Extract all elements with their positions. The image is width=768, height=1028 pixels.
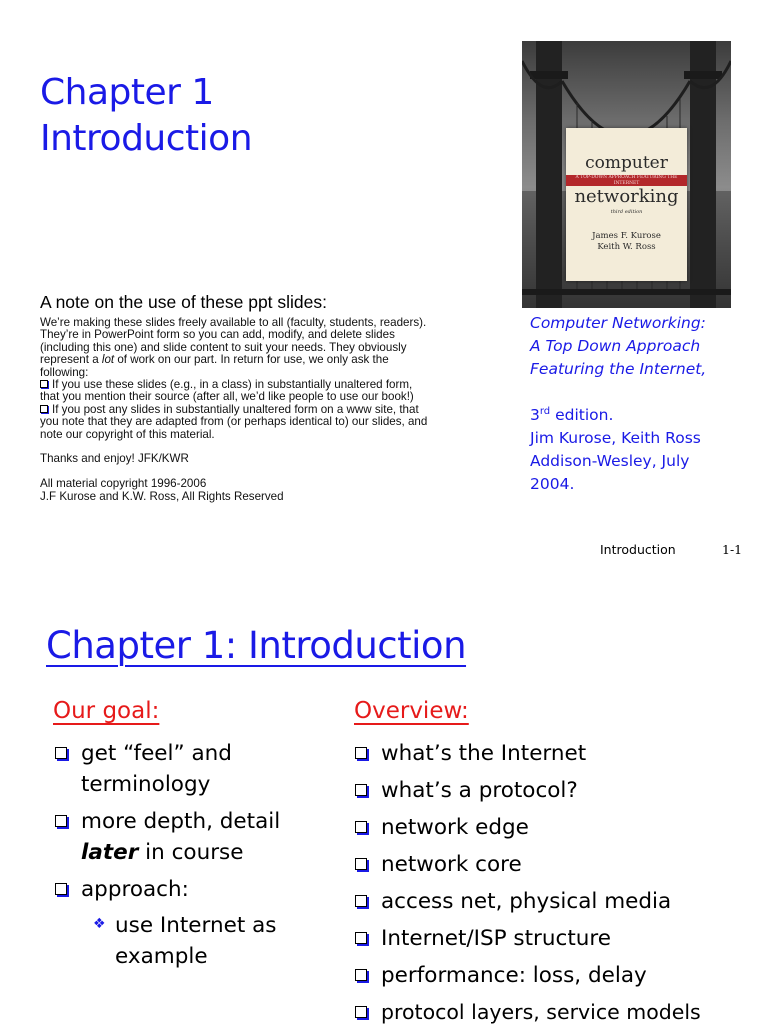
- note-text: If you use these slides (e.g., in a class) in substantially unaltered form,: [52, 378, 413, 392]
- caption-book-title-1: Computer Networking:: [530, 314, 706, 332]
- note-line: following:: [40, 365, 89, 379]
- goal-item-rest: in course: [138, 840, 244, 865]
- note-line: They’re in PowerPoint form so you can add, modify, and delete slides: [40, 328, 395, 342]
- square-bullet-icon: [355, 821, 367, 833]
- edition-number: 3: [530, 406, 540, 424]
- overview-item: [381, 849, 522, 880]
- goal-item: [81, 874, 189, 905]
- edition-suffix: rd: [539, 405, 551, 417]
- cover-author-1: James F. Kurose: [592, 231, 661, 241]
- note-copyright-1: All material copyright 1996-2006: [40, 477, 207, 491]
- book-cover-panel: [566, 128, 687, 281]
- square-bullet-icon: [55, 815, 67, 827]
- cover-authors: [566, 231, 687, 253]
- square-bullet-icon: [355, 932, 367, 944]
- goal-item-text: approach:: [81, 877, 189, 902]
- note-thanks: Thanks and enjoy! JFK/KWR: [40, 452, 189, 466]
- our-goal-heading: Our goal:: [53, 698, 160, 724]
- slide-separator: [0, 576, 768, 600]
- overview-item-text: network core: [381, 852, 522, 877]
- diamond-bullet-icon: ❖: [93, 916, 106, 932]
- overview-item: [381, 886, 671, 917]
- overview-heading: Overview:: [354, 698, 469, 724]
- note-line: (including this one) and slide content to suit your needs. They obviously: [40, 340, 407, 354]
- cover-author-2: Keith W. Ross: [597, 242, 656, 252]
- overview-item: [381, 923, 611, 954]
- square-bullet-icon: [355, 895, 367, 907]
- caption-edition: [530, 404, 766, 427]
- goal-emphasis: later: [81, 840, 139, 865]
- overview-item-text: performance: loss, delay: [381, 963, 647, 988]
- overview-item: [381, 812, 529, 843]
- overview-item: [381, 775, 578, 806]
- square-bullet-icon: [355, 1006, 367, 1018]
- goal-sub-item-text: example: [115, 944, 208, 969]
- overview-item: [381, 738, 586, 769]
- note-line: We’re making these slides freely available to all (faculty, students, readers).: [40, 316, 427, 329]
- note-line: that you mention their source (after all, we’d like people to use our book!): [40, 390, 414, 404]
- slide-2-title: Chapter 1: Introduction: [46, 624, 467, 667]
- note-body: [40, 317, 480, 503]
- overview-item-text: access net, physical media: [381, 889, 672, 914]
- book-cover-image: [522, 41, 731, 308]
- edition-word: edition.: [550, 406, 614, 424]
- note-line: [40, 354, 480, 366]
- square-bullet-icon: [355, 784, 367, 796]
- square-bullet-icon: [355, 747, 367, 759]
- square-bullet-icon: [55, 747, 67, 759]
- caption-publisher-2: 2004.: [530, 475, 575, 493]
- square-bullet-icon: [40, 405, 48, 413]
- slide-1-title: [40, 70, 252, 162]
- cover-band: A TOP-DOWN APPROACH FEATURING THE INTERNET: [566, 175, 687, 186]
- overview-item: [381, 960, 647, 991]
- cover-title-bottom: networking: [574, 186, 679, 207]
- caption-book-title-2: A Top Down Approach: [530, 337, 701, 355]
- note-line: you note that they are adapted from (or perhaps identical to) our slides, and: [40, 415, 428, 429]
- goal-item-text: get “feel” and: [81, 741, 232, 766]
- goal-item: [81, 738, 232, 800]
- cover-title-top: computer: [585, 153, 668, 173]
- title-line-1: Chapter 1: [40, 72, 214, 113]
- square-bullet-icon: [355, 969, 367, 981]
- square-bullet-icon: [55, 883, 67, 895]
- overview-item-text: what’s the Internet: [381, 741, 587, 766]
- book-caption: [530, 312, 766, 496]
- title-line-2: Introduction: [40, 118, 253, 159]
- goal-sub-item: [93, 910, 277, 972]
- goal-item-text: more depth, detail: [81, 809, 281, 834]
- overview-item-text: Internet/ISP structure: [381, 926, 611, 951]
- goal-item: [81, 806, 280, 868]
- note-text: represent a: [40, 353, 102, 367]
- overview-item: [381, 997, 701, 1028]
- note-text: of work on our part. In return for use, we only ask the: [114, 353, 389, 367]
- note-emphasis: lot: [101, 353, 115, 367]
- goal-item-text: terminology: [81, 772, 211, 797]
- footer-label: Introduction: [600, 542, 676, 557]
- square-bullet-icon: [40, 380, 48, 388]
- caption-publisher-1: Addison-Wesley, July: [530, 452, 690, 470]
- overview-item-text: protocol layers, service models: [381, 1000, 701, 1024]
- caption-book-title-3: Featuring the Internet,: [530, 360, 707, 378]
- overview-item-text: network edge: [381, 815, 529, 840]
- goal-item-text: [81, 837, 280, 868]
- note-heading: A note on the use of these ppt slides:: [40, 292, 328, 312]
- square-bullet-icon: [355, 858, 367, 870]
- caption-authors: Jim Kurose, Keith Ross: [530, 429, 701, 447]
- footer-page-number: 1-1: [722, 542, 743, 557]
- note-copyright-2: J.F Kurose and K.W. Ross, All Rights Reserved: [40, 489, 284, 503]
- overview-item-text: what’s a protocol?: [381, 778, 578, 803]
- note-line: note our copyright of this material.: [40, 427, 215, 441]
- note-text: If you post any slides in substantially unaltered form on a www site, that: [52, 402, 419, 416]
- goal-sub-item-text: use Internet as: [115, 913, 277, 938]
- cover-edition: third edition: [610, 209, 643, 215]
